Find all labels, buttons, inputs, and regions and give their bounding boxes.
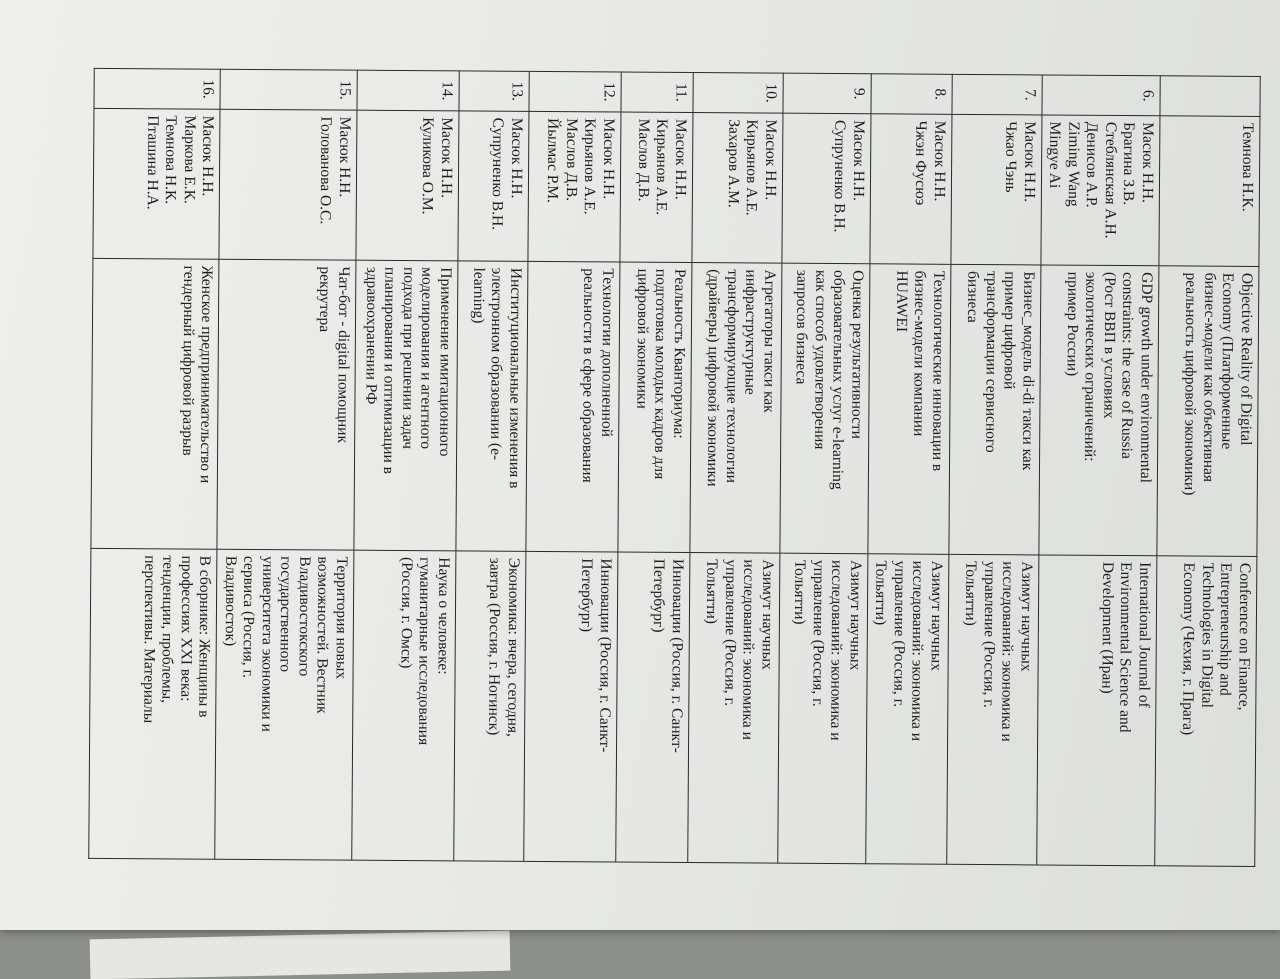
publication-line: управление (Россия, г. [980, 561, 999, 708]
publication-line: Владивостокского [295, 556, 314, 677]
author-line: Брагина З.В. [1120, 122, 1138, 206]
author-line: Mingye Ai [1046, 121, 1064, 189]
author-line: Кирьянов А.Е. [581, 118, 599, 215]
authors-cell [870, 114, 952, 265]
title-line: экологических ограничений: [1081, 271, 1100, 462]
publication-line: исследований: экономика и [998, 561, 1017, 742]
table-row [1037, 75, 1161, 866]
author-line: Стеблянская А.Н. [1101, 121, 1120, 239]
publication-cell [524, 551, 618, 862]
author-line: Голованова О.С. [317, 116, 335, 225]
publication-line: Тольятти) [703, 559, 721, 625]
publication-cell [947, 554, 1039, 865]
publication-line: сервиса (Россия, г. [240, 555, 258, 679]
publication-line: Петербург) [650, 558, 668, 633]
table-row [947, 74, 1043, 865]
row-number [1160, 76, 1260, 117]
title-line: Бизнес_модель di-di такси как [1018, 271, 1038, 471]
author-line: Кирьянов А.Е. [653, 118, 671, 216]
title-line: подхода при решении задач [399, 266, 418, 450]
publication-line: Инновации (Россия, г. Санкт- [668, 558, 687, 753]
publication-line: Economy (Чехия, г. Прага) [1179, 562, 1198, 736]
author-line: Масюк Н.Н. [507, 117, 526, 199]
authors-cell [219, 109, 357, 260]
title-line: Оценка результативности [848, 270, 867, 440]
author-line: Куликова О.М. [419, 117, 437, 215]
title-line: Женское предпринимательство и [197, 265, 216, 484]
author-line: Масюк Н.Н. [199, 115, 217, 197]
publication-line: Владивосток) [221, 555, 240, 647]
title-cell [868, 264, 951, 555]
title-cell [618, 262, 692, 552]
author-line: Кирьянов А.Е. [743, 119, 761, 216]
title-line: бизнеса [964, 270, 982, 323]
row-number: 15. [220, 69, 357, 110]
author-line: Пташина Н.А. [143, 115, 162, 210]
author-line: Масюк Н.Н. [671, 118, 690, 200]
authors-cell [528, 111, 621, 262]
author-line: Масюк Н.Н. [849, 120, 868, 201]
author-line: Чжао Чэнь [1002, 121, 1020, 193]
author-line: Ziming Wang [1064, 121, 1083, 207]
title-line: Реальность Кванториума: [670, 268, 689, 439]
table-row [454, 71, 530, 861]
title-line: электронном образовании (e- [487, 267, 506, 461]
authors-cell [356, 110, 459, 261]
publication-line: завтра (Россия, г. Ногинск) [485, 557, 504, 736]
title-cell [1157, 266, 1259, 557]
title-line: планирования и оптимизации в [380, 266, 399, 475]
title-line: реальности в сфере образования [579, 268, 598, 483]
publication-cell [616, 552, 690, 862]
publication-line: профессиях XXI века: [177, 555, 196, 702]
title-line: бизнес-модели как объективная [1199, 272, 1219, 483]
author-line: Маслов Д.В. [634, 118, 653, 202]
table-row [89, 68, 221, 859]
title-line: трансформации сервисного [982, 271, 1001, 453]
title-line: пример цифровой [1001, 271, 1019, 390]
author-line: Темнова Н.К. [1238, 122, 1257, 212]
title-line: подготовка молодых кадров для [651, 268, 670, 480]
title-cell [456, 261, 528, 551]
publication-cell [866, 554, 949, 865]
title-cell [780, 263, 870, 554]
publication-line: Тольятти) [791, 559, 809, 625]
title-line: инфраструктурные [742, 269, 760, 395]
publication-line: исследований: экономика и [827, 559, 846, 741]
publication-line: Азимут научных [758, 559, 777, 670]
publication-line: Экономика: вчера, сегодня, [504, 557, 523, 737]
publication-cell [89, 548, 217, 859]
publication-line: гуманитарные исследования [415, 557, 434, 746]
publication-line: Азимут научных [927, 560, 946, 672]
author-line: Масюк Н.Н. [761, 119, 780, 201]
publication-line: управление (Россия, г. [890, 560, 909, 708]
author-line: Чжэн Фусюэ [912, 120, 930, 206]
authors-cell [93, 108, 220, 259]
author-line: Йылмас Р.М. [544, 117, 562, 204]
author-line: Маслов Д.В. [562, 118, 581, 202]
row-number: 8. [871, 74, 952, 115]
title-line: Objective Reality of Digital [1237, 272, 1256, 446]
table-row [352, 70, 460, 861]
publication-line: Азимут научных [846, 560, 865, 671]
author-line: Масюк Н.Н. [335, 116, 354, 198]
title-cell [690, 263, 782, 554]
row-number: 12. [529, 71, 621, 112]
publication-line: управление (Россия, г. [721, 559, 740, 707]
publication-cell [352, 550, 456, 861]
row-number: 13. [459, 71, 529, 111]
table-row [616, 72, 694, 862]
publication-line: Петербург) [578, 558, 596, 633]
title-line: constraints: the case of Russia [1118, 272, 1137, 459]
publication-cell [215, 549, 354, 860]
table-row [688, 73, 784, 864]
author-line: Масюк Н.Н. [437, 117, 456, 199]
author-line: Маркова Е.К. [180, 115, 199, 204]
publication-line: Development (Иран) [1098, 561, 1117, 694]
title-line: (драйверы) цифровой экономики [704, 269, 723, 487]
publications-table [89, 68, 1261, 867]
paper-corner-below [90, 931, 511, 979]
title-line: цифровой экономики [633, 268, 652, 409]
authors-cell [458, 111, 529, 261]
publication-line: Азимут научных [1017, 561, 1036, 672]
title-line: (Рост ВВП в условиях [1100, 271, 1119, 419]
title-line: запросов бизнеса [793, 269, 811, 385]
title-cell [949, 264, 1041, 555]
publication-line: университета экономики и [258, 556, 277, 732]
publication-line: управление (Россия, г. [809, 559, 828, 707]
table-row [1155, 76, 1261, 867]
publication-line: Тольятти) [962, 560, 980, 626]
title-cell [91, 258, 219, 549]
title-cell [1039, 265, 1159, 556]
title-line: Чат-бот - digital помощник [334, 266, 353, 444]
publication-line: Technologies in Digital [1198, 562, 1217, 708]
title-line: Институциональные изменения в [505, 267, 525, 489]
title-line: HUAWEI [892, 270, 911, 333]
publication-cell [688, 553, 780, 864]
publication-cell [454, 551, 526, 861]
publication-line: Инновации (Россия, г. Санкт- [596, 558, 615, 753]
title-line: реальность цифровой экономики) [1181, 272, 1200, 496]
title-line: трансформирующие технологии [722, 269, 742, 484]
title-cell [217, 259, 356, 550]
title-line: образовательных услуг e-learning [829, 269, 848, 490]
row-number: 16. [94, 68, 220, 109]
publication-cell [1037, 555, 1157, 866]
authors-cell [782, 113, 871, 264]
table-row [215, 69, 357, 860]
title-line: рекрутера [316, 266, 334, 333]
row-number: 9. [783, 73, 871, 114]
publication-line: Тольятти) [872, 560, 890, 626]
author-line: Захаров А.М. [724, 119, 743, 208]
author-line: Масюк Н.Н. [930, 120, 949, 202]
authors-cell [951, 114, 1042, 265]
title-line: гендерный цифровой разрыв [179, 265, 198, 456]
publication-line: International Journal of [1135, 562, 1154, 708]
row-number: 6. [1042, 75, 1160, 116]
publication-line: Entrepreneurship and [1216, 562, 1235, 696]
author-line: Супруненко В.Н. [489, 117, 507, 231]
title-line: бизнес-модели компании [910, 270, 929, 437]
title-line: learning) [469, 267, 488, 324]
author-line: Масюк Н.Н. [599, 118, 618, 200]
title-line: GDP growth under environmental [1136, 272, 1156, 484]
publication-line: В сборнике: Женщины в [195, 555, 214, 718]
author-line: Супруненко В.Н. [831, 119, 849, 233]
title-line: здравоохранении РФ [362, 266, 381, 405]
title-line: Агрегаторы такси как [760, 269, 779, 413]
table-row [524, 71, 622, 862]
publication-line: Территория новых [332, 556, 351, 680]
publication-line: Environmental Science and [1116, 562, 1135, 733]
publication-line: возможностей. Вестник [313, 556, 332, 714]
row-number: 11. [621, 72, 693, 113]
row-number: 10. [693, 73, 783, 114]
publication-line: исследований: экономика и [739, 559, 758, 741]
table-body [89, 68, 1260, 866]
authors-cell [620, 112, 693, 262]
title-line: Технологические инновации в [928, 270, 948, 472]
publication-line: Наука о человеке: [434, 557, 453, 675]
publication-line: (Россия, г. Омск) [397, 556, 416, 669]
row-number: 7. [952, 74, 1042, 115]
publication-cell [778, 553, 868, 864]
title-line: как способ удовлетворения [811, 269, 830, 450]
table-container [115, 68, 1260, 866]
publication-line: перспективы. Материалы [140, 555, 159, 724]
author-line: Масюк Н.Н. [1020, 121, 1039, 203]
table-row [778, 73, 872, 864]
author-line: Темнова Н.К. [162, 115, 180, 205]
row-number: 14. [357, 70, 459, 111]
author-line: Денисов А.Р. [1083, 121, 1101, 208]
publication-cell [1155, 556, 1257, 867]
authors-cell [692, 113, 783, 264]
title-line: пример России) [1063, 271, 1082, 377]
authors-cell [1159, 116, 1260, 267]
title-line: Технологии дополненной [598, 268, 617, 437]
author-line: Масюк Н.Н. [1138, 122, 1157, 203]
publication-line: государственного [277, 556, 295, 673]
table-row [866, 74, 953, 865]
title-line: моделирования и агентного [417, 267, 436, 450]
authors-cell [1041, 115, 1160, 266]
publication-line: исследований: экономика и [908, 560, 927, 742]
title-cell [526, 261, 620, 552]
title-line: Economy (Платформенные [1218, 272, 1237, 450]
title-line: Применение имитационного [436, 267, 455, 457]
publication-line: Conference on Finance, [1235, 562, 1254, 711]
title-cell [354, 260, 458, 551]
publication-line: тенденции, проблемы, [158, 555, 177, 704]
